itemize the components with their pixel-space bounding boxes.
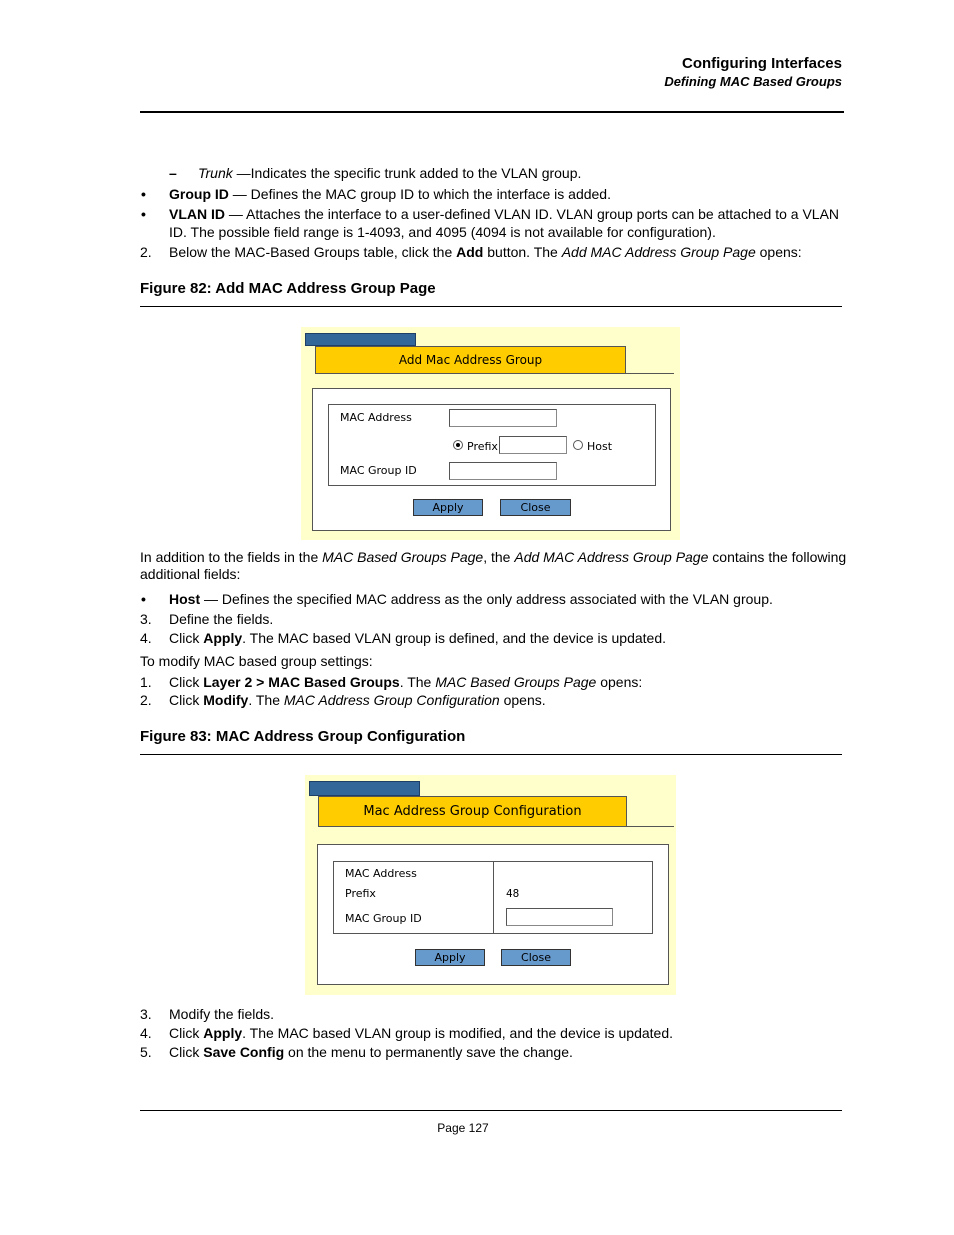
mac-group-id-input[interactable]	[506, 908, 613, 926]
prefix-radio[interactable]	[453, 440, 463, 450]
mac-group-id-label: MAC Group ID	[340, 464, 417, 477]
prefix-value: 48	[506, 887, 520, 900]
host-label: Host	[587, 440, 613, 453]
step-number: 1.	[140, 674, 152, 690]
step-2-text: Below the MAC-Based Groups table, click the Add button. The Add MAC Address Group Page opens:	[169, 244, 802, 260]
window-tab	[309, 781, 420, 796]
apply-button[interactable]: Apply	[415, 949, 485, 966]
step-3-text: Define the fields.	[169, 611, 274, 627]
step-number: 4.	[140, 1025, 152, 1041]
running-header-subtitle: Defining MAC Based Groups	[664, 74, 842, 89]
figure-83-caption: Figure 83: MAC Address Group Configuration	[140, 728, 466, 745]
host-item: Host — Defines the specified MAC address as the only address associated with the VLAN group.	[169, 591, 773, 607]
step-number: 3.	[140, 1006, 152, 1022]
bullet-marker: •	[141, 591, 146, 607]
prefix-label: Prefix	[467, 440, 498, 453]
step-number: 4.	[140, 630, 152, 646]
trunk-item: Trunk —Indicates the specific trunk added to the VLAN group.	[198, 165, 582, 181]
fields-box	[328, 404, 656, 486]
step-number: 2.	[140, 244, 152, 260]
modify-step-1: Click Layer 2 > MAC Based Groups. The MAC Based Groups Page opens:	[169, 674, 643, 690]
close-button[interactable]: Close	[500, 499, 571, 516]
add-mac-group-screenshot	[301, 327, 680, 540]
closing-step-4: Click Apply. The MAC based VLAN group is modified, and the device is updated.	[169, 1025, 674, 1041]
dialog-title: Add Mac Address Group	[315, 346, 626, 374]
modify-intro: To modify MAC based group settings:	[140, 653, 373, 669]
title-underline	[627, 826, 674, 827]
close-button[interactable]: Close	[501, 949, 571, 966]
mac-group-id-label: MAC Group ID	[345, 912, 422, 925]
figure-82-caption: Figure 82: Add MAC Address Group Page	[140, 280, 436, 297]
mac-group-config-screenshot	[305, 775, 676, 995]
fields-box	[333, 861, 653, 934]
mac-group-id-input[interactable]	[449, 462, 557, 480]
prefix-label: Prefix	[345, 887, 376, 900]
vlan-id-item: VLAN ID — Attaches the interface to a user-defined VLAN ID. VLAN group ports can be attached to a VLAN	[169, 206, 840, 222]
footer-rule	[140, 1110, 842, 1111]
apply-button[interactable]: Apply	[413, 499, 483, 516]
title-underline	[626, 373, 674, 374]
prefix-input[interactable]	[499, 436, 567, 454]
host-radio[interactable]	[573, 440, 583, 450]
column-divider	[493, 862, 494, 933]
figure-rule	[140, 306, 842, 307]
closing-step-3: Modify the fields.	[169, 1006, 275, 1022]
dialog-title: Mac Address Group Configuration	[318, 796, 627, 827]
group-id-item: Group ID — Defines the MAC group ID to which the interface is added.	[169, 186, 611, 202]
dash-marker: –	[169, 165, 177, 181]
modify-step-2: Click Modify. The MAC Address Group Configuration opens.	[169, 692, 546, 708]
mac-address-input[interactable]	[449, 409, 557, 427]
header-rule	[140, 111, 844, 113]
running-header-title: Configuring Interfaces	[681, 55, 842, 72]
step-number: 2.	[140, 692, 152, 708]
dialog-frame	[317, 844, 669, 985]
step-number: 5.	[140, 1044, 152, 1060]
step-number: 3.	[140, 611, 152, 627]
figure-rule	[140, 754, 842, 755]
step-4-text: Click Apply. The MAC based VLAN group is defined, and the device is updated.	[169, 630, 667, 646]
bullet-marker: •	[141, 186, 146, 202]
paragraph-line: additional fields:	[140, 566, 241, 582]
page-number: Page 127	[437, 1121, 489, 1135]
paragraph-line: In addition to the fields in the MAC Based Groups Page, the Add MAC Address Group Page contains the following	[140, 549, 847, 565]
vlan-id-item-cont: ID. The possible field range is 1-4093, and 4095 (4094 is not available for configuration).	[169, 224, 716, 240]
mac-address-label: MAC Address	[340, 411, 412, 424]
closing-step-5: Click Save Config on the menu to permanently save the change.	[169, 1044, 573, 1060]
dialog-frame	[312, 388, 671, 531]
mac-address-label: MAC Address	[345, 867, 417, 880]
window-tab	[305, 333, 416, 346]
bullet-marker: •	[141, 206, 146, 222]
